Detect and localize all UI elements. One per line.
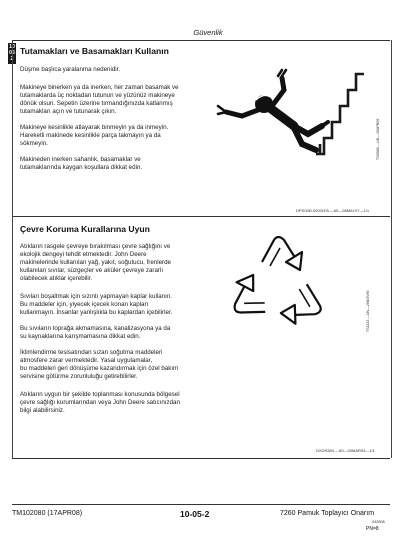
section-tab-line-1: 10 <box>9 44 15 50</box>
section-handholds-reference: DPSG80,00001FA —60—08MAY07—1/1 <box>296 208 370 213</box>
footer-date-code: 042808 <box>372 520 385 524</box>
page-header-title: Güvenlik <box>193 28 223 37</box>
footer-rule <box>12 504 390 505</box>
footer-doc-id: TM102080 (17APR08) <box>12 510 83 517</box>
footer-product: 7260 Pamuk Toplayıcı Onarım <box>280 510 375 517</box>
section-handholds-paragraph-2: Makineye binerken ya da inerken, her zaman basamak ve tutamaklarda üç noktadan tutunun ve yüzünüz makineye dönük olsun. Sepetin üzerine tırmandığınızda katlanmış tutamakları açın ve tutunarak çıkın. <box>20 84 179 115</box>
section-handholds-paragraph-3: Makineye kesinlikle atlayarak binmeyin ya da inmeyin. Hareketli makinede kesinlikle parça takmayın ya da sökmeyin. <box>20 124 169 147</box>
section-environment-title: Çevre Koruma Kurallarına Uyun <box>20 224 150 234</box>
section-environment-paragraph-3: Bu sıvıların toprağa akmamasına, kanalizasyona ya da su kaynaklarına karışmamasına dikkat edin. <box>20 325 171 340</box>
section-tab-line-2: 05 <box>9 50 15 57</box>
footer-pn: PN=8 <box>366 526 379 532</box>
section-handholds-paragraph-1: Düşme başlıca yaralanma nedenidir. <box>20 66 121 73</box>
section-handholds-paragraph-4: Makineden inerken sahanlık, basamaklar ve tutamaklarında kaygan koşullara dikkat edin. <box>20 156 143 171</box>
person-falling-from-steps-icon <box>212 56 372 156</box>
section-environment-reference: DXDRAIN —60—03MAR93—1/1 <box>316 448 375 453</box>
section-environment-paragraph-2: Sıvıları boşaltmak için sızıntı yapmayan kaplar kullanın. Bu maddeler için, yiyecek içecek konan kapları kullanmayın. İnsanlar yanlışlıkla bu kaplardan içebilirler. <box>20 293 173 316</box>
section-environment-paragraph-5: Atıkların uygun bir şekilde toplanması konusunda bölgesel çevre sağlığı kurumlarından veya John Deere satıcınızdan bilgi alabilirsiniz. <box>20 391 180 414</box>
recycle-arrows-icon <box>228 232 328 326</box>
section-environment-paragraph-1: Atıkların rasgele çevreye bırakılması çevre sağlığını ve ekolojik dengeyi tehdit etmektedir. John Deere makinelerinde kullanılan yağ, yakıt, soğutucu, frenlerde kullanılan sıvılar, süzgeçler ve aküler çevreye zararlı olabilecek atıklar içerebilir. <box>20 243 171 282</box>
section-environment-figure-id: TS1133 —UN—26NOV90 <box>366 290 370 332</box>
section-bottom-rule <box>12 458 390 459</box>
section-environment-paragraph-4: İklimlendirme tesisatından sızan soğutma maddeleri atmosfere zarar vermektedir. Yasal uygulamalar, bu maddeleri geri dönüşüme kazandırmak için özel bakım servisine götürme zorunluluğu getirebilirler. <box>20 349 179 380</box>
section-handholds-title: Tutamakları ve Basamakları Kullanın <box>20 46 169 56</box>
section-tab-line-3: 2 <box>10 56 14 63</box>
section-handholds-figure-id: TS6588 —UN—15APR09 <box>376 118 380 160</box>
footer-page-number: 10-05-2 <box>180 509 210 519</box>
